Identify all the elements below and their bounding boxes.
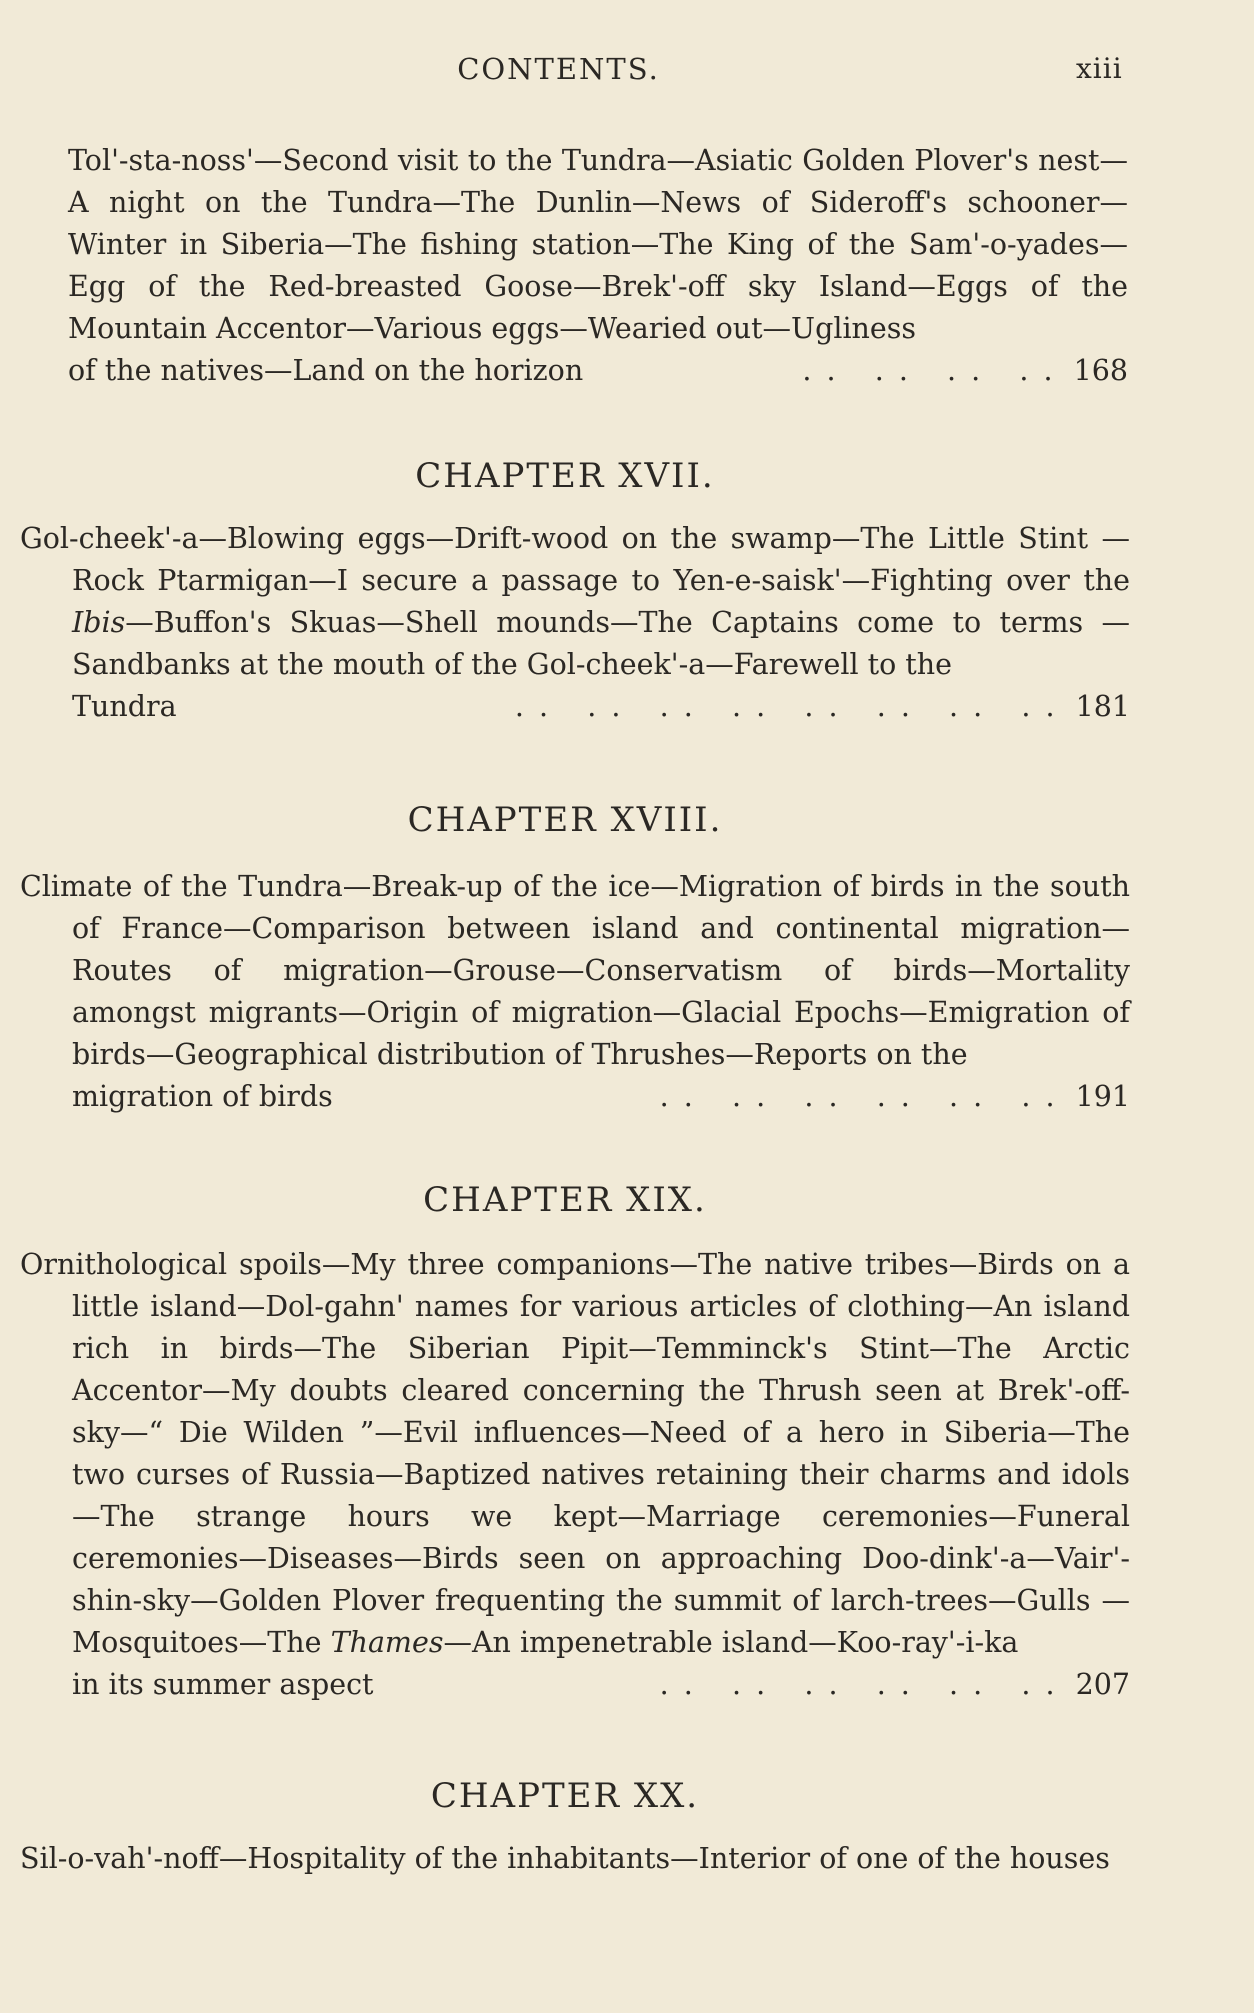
entry-text: Tol'-sta-noss'—Second visit to the Tundra—Asiatic Golden Plover's nest—A night on the Tundra—The Dunlin—News of Sideroff's schooner—Winter in Siberia—The fishing station—The King of the Sam'-o-yades—Egg of the Red-breasted Goose—Brek'-off sky Island—Eggs of the Mountain Accentor—Various eggs—Wearied out—Ugliness (68, 144, 1128, 345)
running-head (0, 52, 1254, 92)
dot-leaders: . . . . . . . . . . . . (659, 1668, 1058, 1701)
contents-entry-continued (68, 140, 1128, 392)
chapter-heading-xvii: CHAPTER XVII. (415, 456, 715, 496)
entry-page-number: 181 (1075, 690, 1130, 723)
contents-entry-xix (20, 1244, 1130, 1706)
entry-page-number: 168 (1073, 354, 1128, 387)
italic-title: Ibis (72, 606, 126, 639)
entry-last-line (68, 350, 1128, 392)
chapter-heading-xix: CHAPTER XIX. (423, 1180, 707, 1220)
entry-last-line-text: in its summer aspect (72, 1668, 374, 1701)
contents-entry-xx (20, 1838, 1130, 1880)
entry-last-line-text: migration of birds (72, 1080, 333, 1113)
dot-leaders: . . . . . . . . . . . . (659, 1080, 1058, 1113)
contents-entry-xvii (20, 518, 1130, 728)
page-folio: xiii (1076, 52, 1123, 85)
chapter-heading-xviii: CHAPTER XVIII. (407, 800, 723, 840)
entry-last-line (72, 686, 1130, 728)
entry-page-number: 207 (1075, 1668, 1130, 1701)
entry-last-line (72, 1076, 1130, 1118)
entry-page-number: 191 (1075, 1080, 1130, 1113)
entry-text: Gol-cheek'-a—Blowing eggs—Drift-wood on the swamp—The Little Stint —Rock Ptarmigan—I secure a passage to Yen-e-saisk'—Fighting over the Ibis—Buffon's Skuas—Shell mounds—The Captains come to terms —Sandbanks at the mouth of the Gol-cheek'-a—Farewell to the (20, 522, 1130, 681)
entry-text: Climate of the Tundra—Break-up of the ice—Migration of birds in the south of France—Comparison between island and continental migration—Routes of migration—Grouse—Conservatism of birds—Mortality amongst migrants—Origin of migration—Glacial Epochs—Emigration of birds—Geographical distribution of Thrushes—Reports on the (20, 870, 1130, 1071)
chapter-heading-xx: CHAPTER XX. (430, 1776, 700, 1816)
dot-leaders: . . . . . . . . (802, 354, 1056, 387)
dot-leaders: . . . . . . . . . . . . . . . . (514, 690, 1058, 723)
entry-last-line (72, 1664, 1130, 1706)
entry-last-line-text: Tundra (72, 690, 177, 723)
italic-title: Thames (330, 1626, 444, 1659)
entry-text: Ornithological spoils—My three companions—The native tribes—Birds on a little island—Dol-gahn' names for various articles of clothing—An island rich in birds—The Siberian Pipit—Temminck's Stint—The Arctic Accentor—My doubts cleared concerning the Thrush seen at Brek'-off-sky—“ Die Wilden ”—Evil influences—Need of a hero in Siberia—The two curses of Russia—Baptized natives retaining their charms and idols—The strange hours we kept—Marriage ceremonies—Funeral ceremonies—Diseases—Birds seen on approaching Doo-dink'-a—Vair'-shin-sky—Golden Plover frequenting the summit of larch-trees—Gulls —Mosquitoes—The Thames—An impenetrable island—Koo-ray'-i-ka (20, 1248, 1130, 1659)
entry-last-line-text: of the natives—Land on the horizon (68, 354, 584, 387)
running-title: CONTENTS. (457, 52, 660, 86)
entry-text: Sil-o-vah'-noff—Hospitality of the inhabitants—Interior of one of the houses (20, 1842, 1110, 1875)
contents-entry-xviii (20, 866, 1130, 1118)
